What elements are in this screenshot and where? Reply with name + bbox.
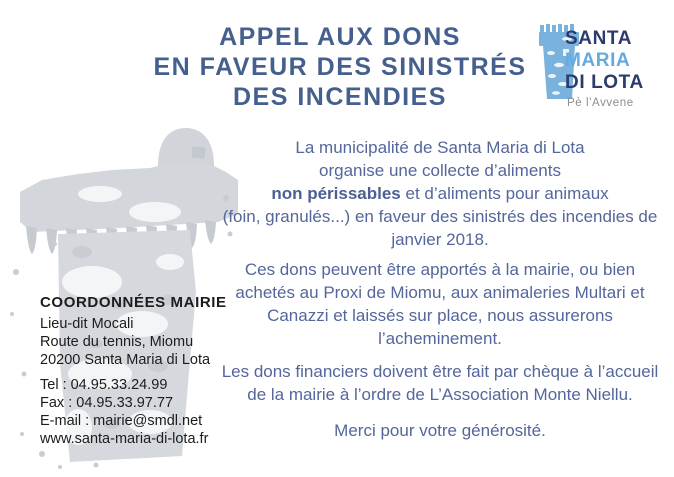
bold-non-perissables: non périssables xyxy=(271,184,401,203)
contact-address-line: 20200 Santa Maria di Lota xyxy=(40,352,211,368)
thanks-line: Merci pour votre générosité. xyxy=(334,421,546,440)
contact-address-line: Route du tennis, Miomu xyxy=(40,334,194,350)
paragraph-dons-financiers: Les dons financiers doivent être fait par chèque à l’accueil de la mairie à l’ordre de L’Association Monte Niellu. xyxy=(221,362,659,404)
logo-motto: Pè l'Avvene xyxy=(567,97,634,109)
logo-word-maria: MARIA xyxy=(565,50,631,71)
contact-tel: Tel : 04.95.33.24.99 xyxy=(40,377,168,393)
logo-word-santa: SANTA xyxy=(565,28,633,49)
paragraph-collecte: La municipalité de Santa Maria di Lota organise une collecte d’aliments non périssables et d’aliments pour animaux (foin, granulés...) en faveur des sinistrés des incendies de janvier 2018. xyxy=(222,138,658,249)
contact-email: E-mail : mairie@smdl.net xyxy=(40,413,203,429)
contact-website: www.santa-maria-di-lota.fr xyxy=(40,431,209,447)
contact-fax: Fax : 04.95.33.97.77 xyxy=(40,395,174,411)
title-line-1: APPEL AUX DONS xyxy=(219,23,461,51)
flyer-body xyxy=(215,0,665,477)
paragraph-depots: Ces dons peuvent être apportés à la mairie, ou bien achetés au Proxi de Miomu, aux animaleries Multari et Canazzi et laissés sur place, nous assurerons l’acheminement. xyxy=(235,260,645,348)
logo-word-dilota: DI LOTA xyxy=(565,72,644,93)
contact-heading: COORDONNÉES MAIRIE xyxy=(40,294,227,311)
title-line-3: DES INCENDIES xyxy=(233,83,447,111)
title-line-2: EN FAVEUR DES SINISTRÉS xyxy=(153,53,527,81)
town-hall-contact-block xyxy=(40,294,227,448)
contact-address-line: Lieu-dit Mocali xyxy=(40,316,134,332)
